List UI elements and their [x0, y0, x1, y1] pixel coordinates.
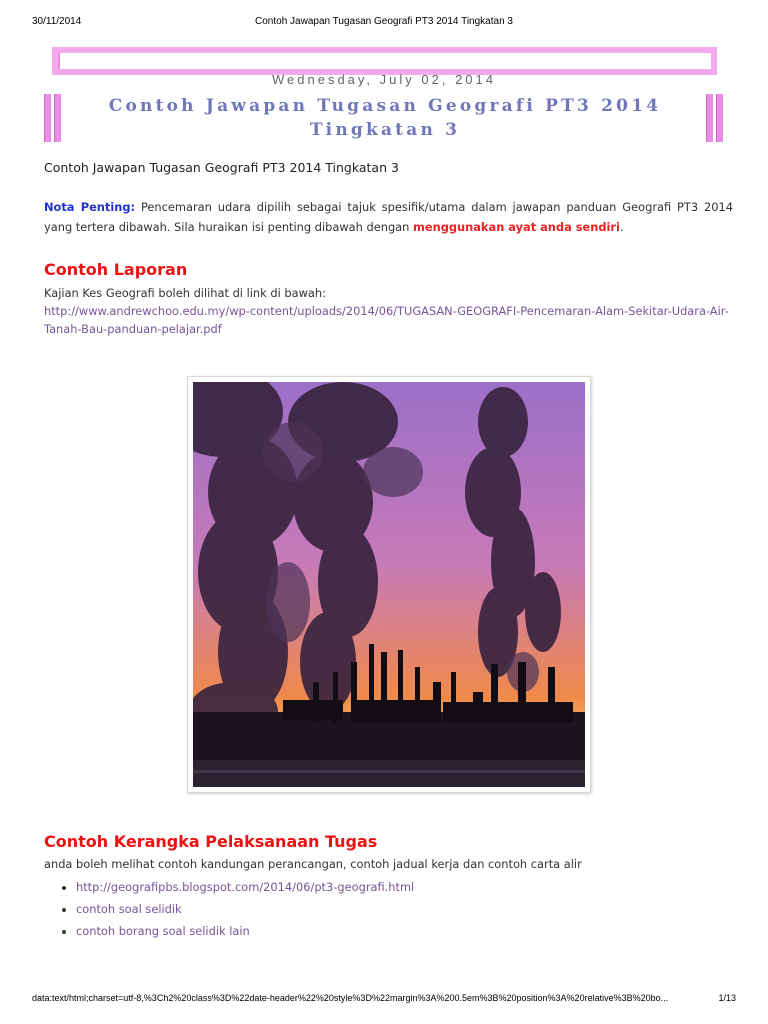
kerangka-intro: anda boleh melihat contoh kandungan perancangan, contoh jadual kerja dan contoh carta alir — [44, 857, 582, 871]
post-subtitle: Contoh Jawapan Tugasan Geografi PT3 2014 Tingkatan 3 — [44, 160, 399, 175]
list-item — [76, 922, 414, 944]
laporan-pdf-link[interactable]: http://www.andrewchoo.edu.my/wp-content/uploads/2014/06/TUGASAN-GEOGRAFI-Pencemaran-Alam-Sekitar-Udara-Air-Tanah-Bau-panduan-pelajar.pdf — [44, 304, 729, 336]
borang-soal-selidik-link[interactable]: contoh borang soal selidik lain — [76, 924, 250, 938]
print-date: 30/11/2014 — [32, 16, 82, 27]
pollution-photo — [187, 376, 591, 793]
title-bar-decoration — [716, 94, 723, 142]
print-url: data:text/html;charset=utf-8,%3Ch2%20class%3D%22date-header%22%20style%3D%22margin%3A%200.5em%3B%20position%3A%20relative%3B%20bo... — [32, 993, 669, 1003]
note-end: . — [619, 220, 624, 234]
important-note — [44, 197, 733, 237]
print-header — [0, 16, 768, 30]
post-title-block — [44, 92, 726, 144]
section-heading-laporan: Contoh Laporan — [44, 260, 188, 279]
title-left-bars — [44, 94, 64, 142]
print-title: Contoh Jawapan Tugasan Geografi PT3 2014 Tingkatan 3 — [255, 16, 513, 27]
laporan-intro: Kajian Kes Geografi boleh dilihat di link di bawah: — [44, 286, 326, 300]
decorative-header-bar — [52, 47, 717, 75]
list-item — [76, 878, 414, 900]
title-bar-decoration — [44, 94, 51, 142]
kerangka-link-list — [44, 878, 414, 944]
decorative-header-bar-inner — [58, 53, 711, 69]
title-right-bars — [706, 94, 726, 142]
note-emphasis: menggunakan ayat anda sendiri — [413, 220, 620, 234]
post-date: Wednesday, July 02, 2014 — [271, 72, 496, 87]
post-title: Contoh Jawapan Tugasan Geografi PT3 2014 Tingkatan 3 — [108, 96, 662, 140]
page-number: 1/13 — [718, 993, 736, 1003]
geografipbs-link[interactable]: http://geografipbs.blogspot.com/2014/06/pt3-geografi.html — [76, 880, 415, 894]
pollution-photo-image — [193, 382, 585, 787]
list-item — [76, 900, 414, 922]
print-footer — [0, 993, 768, 1007]
section-heading-kerangka: Contoh Kerangka Pelaksanaan Tugas — [44, 832, 378, 851]
title-bar-decoration — [54, 94, 61, 142]
laporan-link-wrap — [44, 302, 733, 338]
note-label: Nota Penting: — [44, 200, 136, 214]
title-bar-decoration — [706, 94, 713, 142]
note-text: Pencemaran udara dipilih sebagai tajuk spesifik/utama dalam jawapan panduan Geografi PT3 2014 yang tertera dibawah. Sila huraikan isi penting dibawah dengan — [44, 200, 733, 234]
soal-selidik-link[interactable]: contoh soal selidik — [76, 902, 182, 916]
